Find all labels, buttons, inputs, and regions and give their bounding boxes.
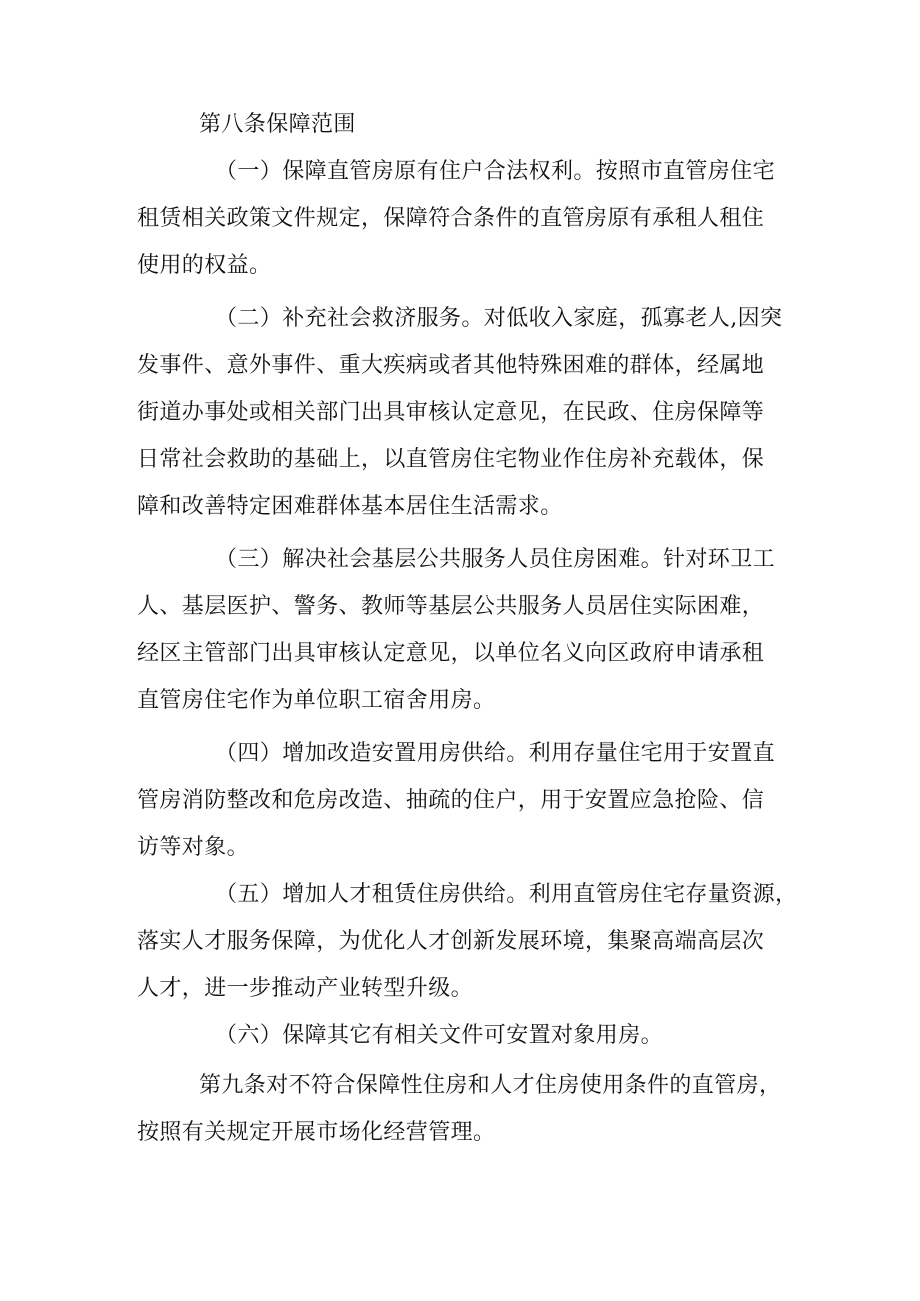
paragraph-line: （一）保障直管房原有住户合法权利。按照市直管房住宅 <box>215 159 776 184</box>
paragraph-line: 落实人才服务保障，为优化人才创新发展环境，集聚高端高层次 <box>137 929 765 954</box>
paragraph-line: （六）保障其它有相关文件可安置对象用房。 <box>215 1023 664 1048</box>
paragraph-line: 租赁相关政策文件规定，保障符合条件的直管房原有承租人租住 <box>137 206 765 231</box>
paragraph-line: 发事件、意外事件、重大疾病或者其他特殊困难的群体，经属地 <box>137 353 765 378</box>
paragraph-line: 人、基层医护、警务、教师等基层公共服务人员居住实际困难， <box>137 594 765 619</box>
paragraph-line: 管房消防整改和危房改造、抽疏的住户，用于安置应急抢险、信 <box>137 788 765 813</box>
paragraph-line: 第九条对不符合保障性住房和人才住房使用条件的直管房， <box>199 1073 782 1098</box>
paragraph-line: （四）增加改造安置用房供给。利用存量住宅用于安置直 <box>215 741 776 766</box>
paragraph-line: 人才，进一步推动产业转型升级。 <box>137 976 474 1001</box>
article-8-title: 第八条保障范围 <box>199 112 356 137</box>
paragraph-line: （三）解决社会基层公共服务人员住房困难。针对环卫工 <box>215 547 776 572</box>
paragraph-line: 日常社会救助的基础上，以直管房住宅物业作住房补充载体，保 <box>137 447 765 472</box>
paragraph-line: 经区主管部门出具审核认定意见，以单位名义向区政府申请承租 <box>137 641 765 666</box>
paragraph-line: 按照有关规定开展市场化经营管理。 <box>137 1120 496 1145</box>
paragraph-line: 障和改善特定困难群体基本居住生活需求。 <box>137 494 563 519</box>
paragraph-line: 直管房住宅作为单位职工宿舍用房。 <box>137 688 496 713</box>
paragraph-line: 访等对象。 <box>137 835 250 860</box>
paragraph-line: （五）增加人才租赁住房供给。利用直管房住宅存量资源， <box>215 882 798 907</box>
paragraph-line: 街道办事处或相关部门出具审核认定意见，在民政、住房保障等 <box>137 400 765 425</box>
paragraph-line: 使用的权益。 <box>137 253 272 278</box>
paragraph-line: （二）补充社会救济服务。对低收入家庭，孤寡老人,因突 <box>215 306 783 331</box>
